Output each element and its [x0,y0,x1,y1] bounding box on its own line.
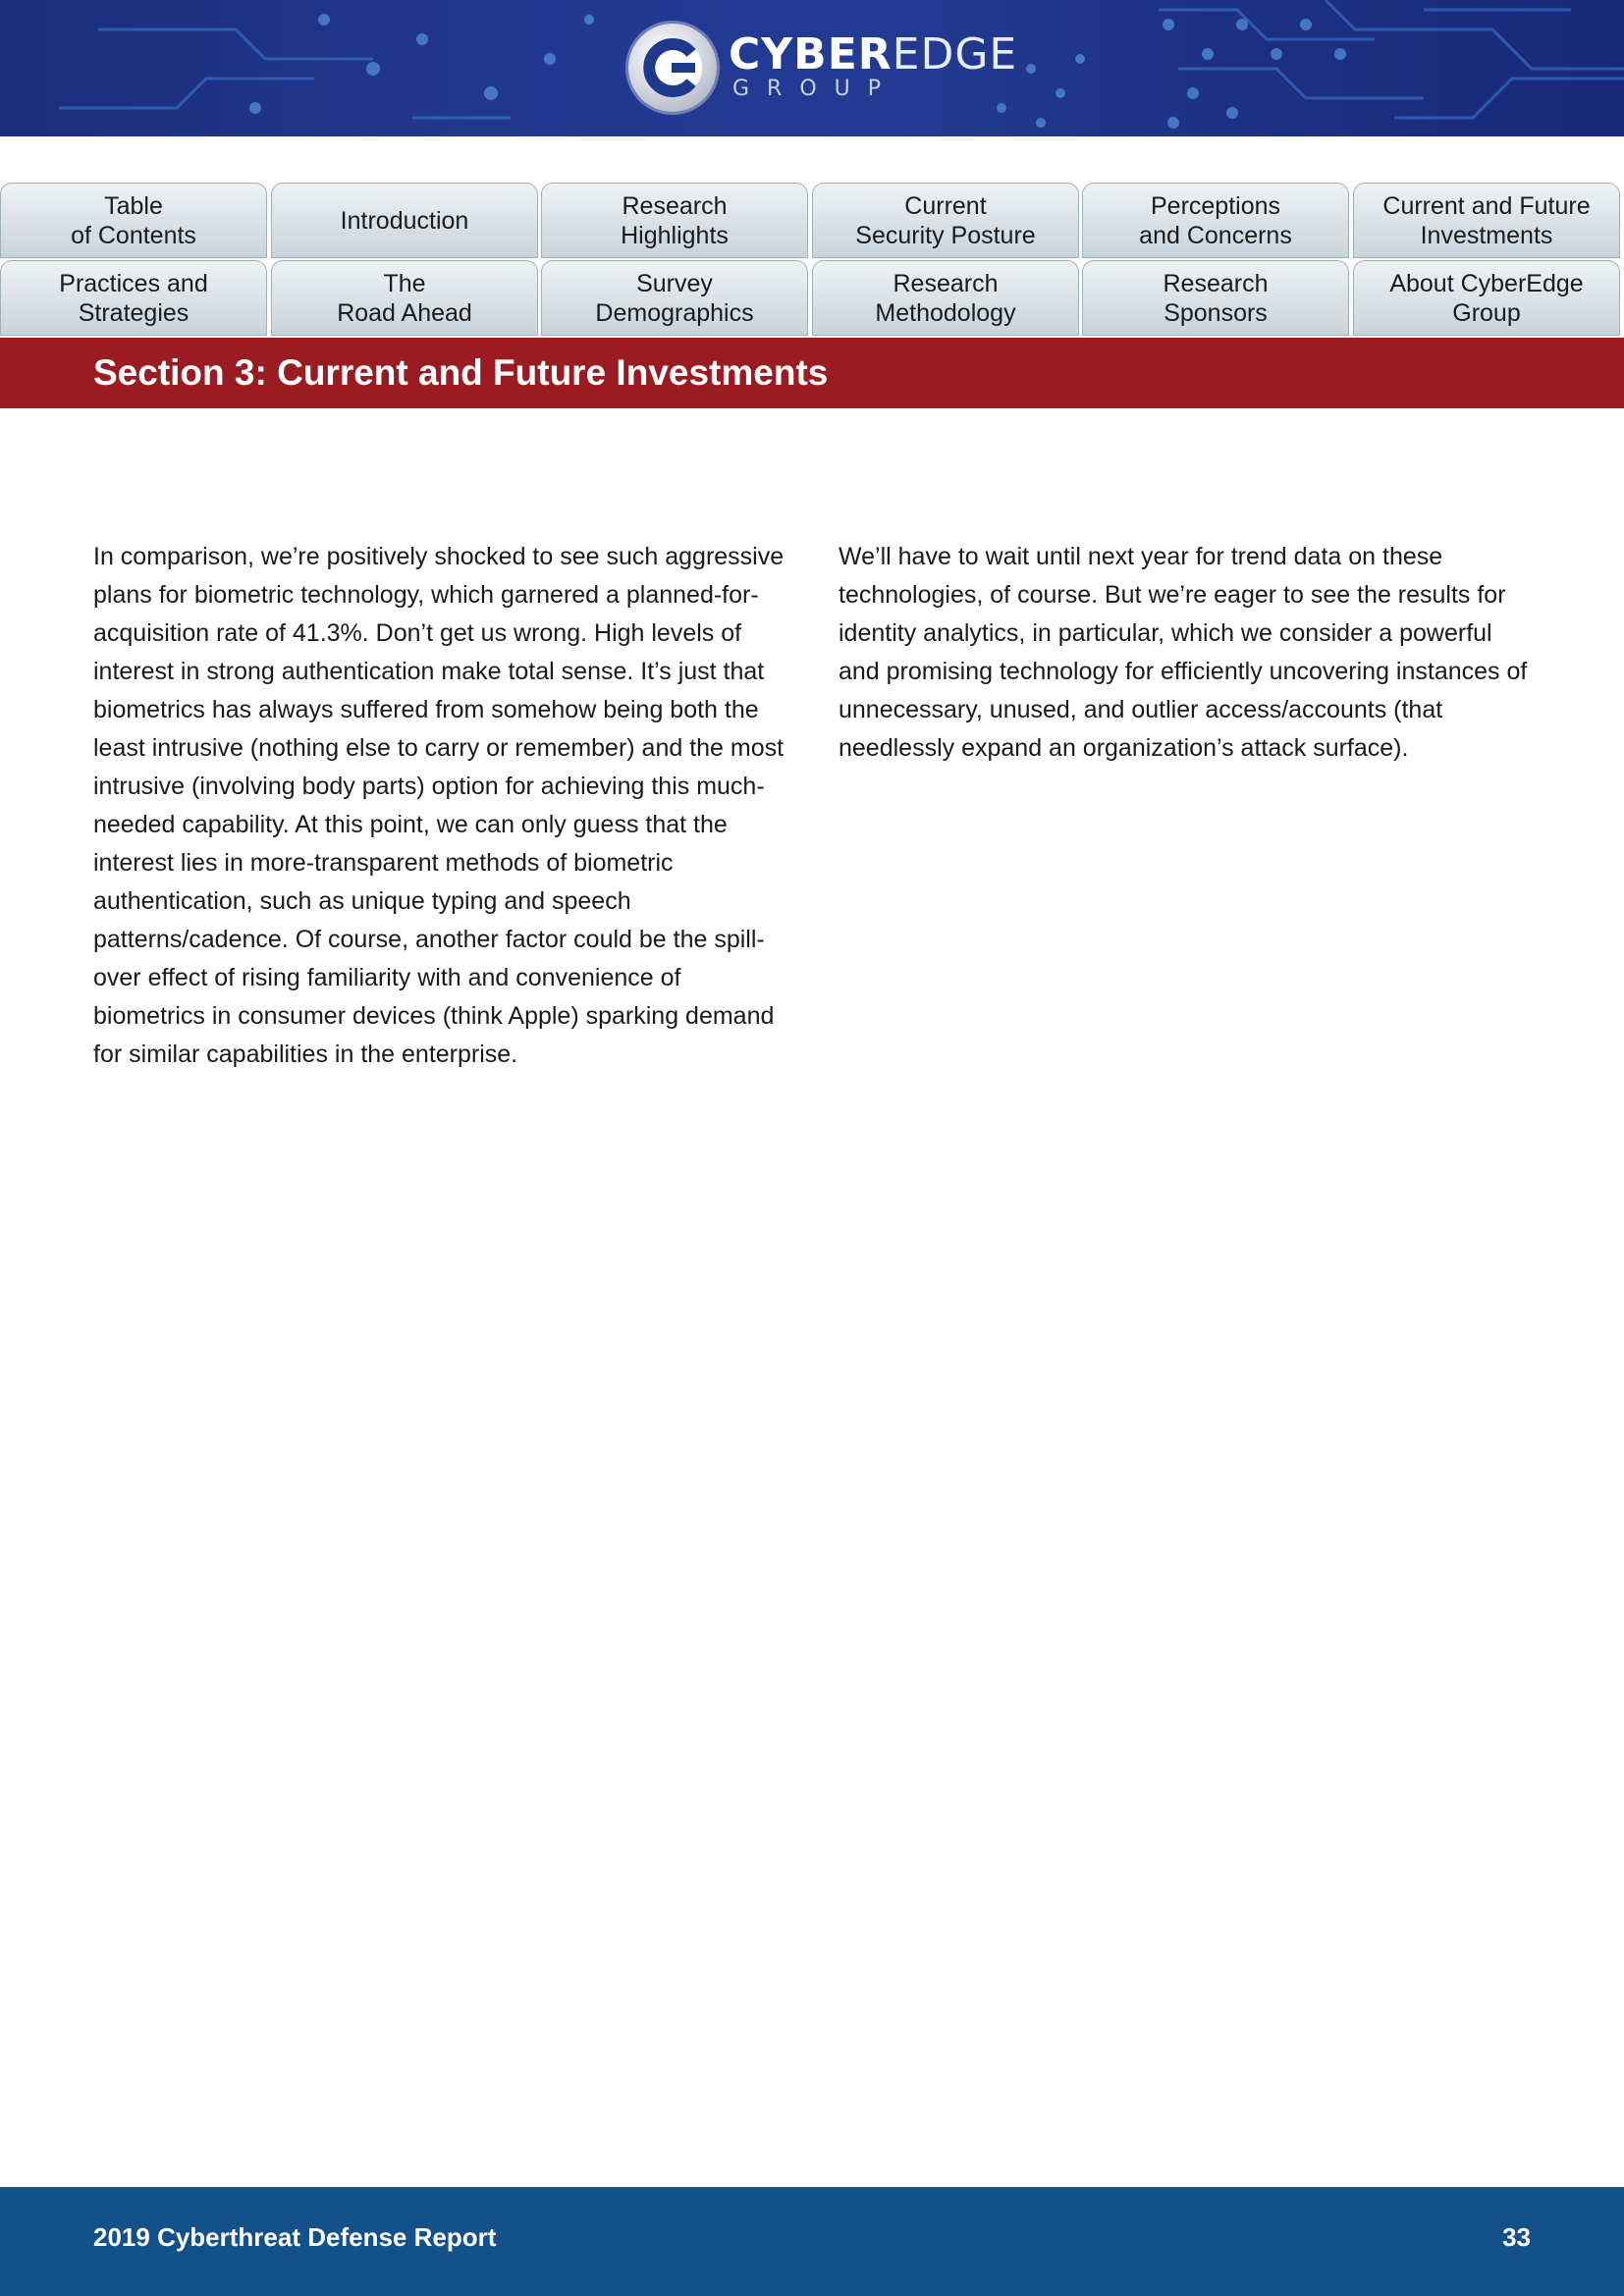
nav-tab-label: The Road Ahead [337,269,472,327]
footer-page-number: 33 [1502,2222,1531,2252]
nav-tab-label: Practices and Strategies [59,269,208,327]
logo-word-bold: CYBER [729,29,893,80]
section-navigation [0,183,1624,338]
page-footer [0,2187,1624,2296]
nav-tab-practices-and-strategies[interactable] [0,260,267,336]
body-paragraph: We’ll have to wait until next year for trend data on these technologies, of course. But we’re eager to see the results for identity analytics, in particular, which we consider a powerful and promising technology for efficiently uncovering instances of unnecessary, unused, and outlier access/accounts (that needlessly expand an organization’s attack surface). [839,543,1528,762]
logo-wordmark [729,29,1018,80]
left-column [93,538,790,1074]
cyberedge-logo-icon [628,24,717,112]
nav-tab-the-road-ahead[interactable] [271,260,538,336]
nav-tab-table-of-contents[interactable] [0,183,267,258]
nav-tab-introduction[interactable] [271,183,538,258]
cyberedge-logo [628,22,1018,115]
logo-subtitle: GROUP [732,77,899,101]
nav-tab-label: Table of Contents [71,191,196,249]
section-title: Section 3: Current and Future Investments [93,352,829,393]
nav-tab-research-highlights[interactable] [541,183,808,258]
nav-tab-label: About CyberEdge Group [1389,269,1584,327]
nav-tab-perceptions-and-concerns[interactable] [1082,183,1349,258]
nav-tab-research-methodology[interactable] [812,260,1079,336]
nav-tab-current-and-future-investments[interactable] [1353,183,1620,258]
logo-word-light: EDGE [892,29,1018,80]
nav-tab-about-cyberedge-group[interactable] [1353,260,1620,336]
nav-tab-label: Research Sponsors [1163,269,1269,327]
nav-tab-label: Perceptions and Concerns [1139,191,1292,249]
nav-tab-label: Research Highlights [621,191,729,249]
right-column [839,538,1536,768]
nav-tab-label: Research Methodology [875,269,1016,327]
header-banner [0,0,1624,136]
footer-report-title: 2019 Cyberthreat Defense Report [93,2222,497,2252]
nav-tab-label: Current and Future Investments [1382,191,1591,249]
nav-tab-research-sponsors[interactable] [1082,260,1349,336]
nav-tab-label: Current Security Posture [855,191,1036,249]
section-header-bar [0,338,1624,408]
body-paragraph: In comparison, we’re positively shocked to see such aggressive plans for biometric technology, which garnered a planned-for-acquisition rate of 41.3%. Don’t get us wrong. High levels of interest in strong authentication make total sense. It’s just that biometrics has always suffered from somehow being both the least intrusive (nothing else to carry or remember) and the most intrusive (involving body parts) option for achieving this much-needed capability. At this point, we can only guess that the interest lies in more-transparent methods of biometric authentication, such as unique typing and speech patterns/cadence. Of course, another factor could be the spill-over effect of rising familiarity with and convenience of biometrics in consumer devices (think Apple) sparking demand for similar capabilities in the enterprise. [93,543,785,1068]
nav-tab-current-security-posture[interactable] [812,183,1079,258]
nav-tab-label: Introduction [340,206,469,235]
nav-tab-survey-demographics[interactable] [541,260,808,336]
nav-tab-label: Survey Demographics [595,269,754,327]
